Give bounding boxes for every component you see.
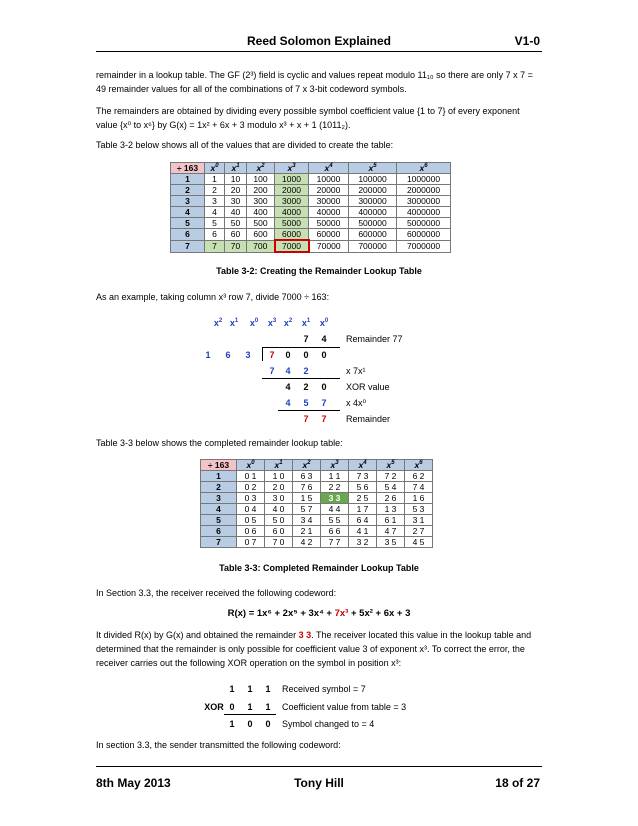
quotient-digit: 4 bbox=[321, 334, 327, 344]
product-digit: 7 bbox=[269, 366, 275, 376]
table-cell: 5000000 bbox=[397, 218, 451, 229]
row-header-cell: 7 bbox=[171, 240, 205, 252]
exponent-header-cell: $x^3$ bbox=[321, 460, 349, 471]
table-cell: 200 bbox=[247, 185, 275, 196]
table-cell: 5 4 bbox=[377, 482, 405, 493]
table-cell: 1000000 bbox=[397, 174, 451, 185]
row-header-cell: 3 bbox=[171, 196, 205, 207]
row-header-cell: 4 bbox=[171, 207, 205, 218]
table-cell: 300 bbox=[247, 196, 275, 207]
xor-operator: XOR bbox=[204, 702, 224, 712]
coefficient-label: Coefficient value from table = 3 bbox=[282, 702, 407, 712]
table-cell: 2 1 bbox=[293, 526, 321, 537]
dividend-digit: 0 bbox=[321, 350, 327, 360]
table-cell: 500 bbox=[247, 218, 275, 229]
xor-digit: 0 bbox=[321, 382, 327, 392]
table-cell: 20 bbox=[225, 185, 247, 196]
divisor-digit: 3 bbox=[245, 350, 251, 360]
codeword-error-term: 7x³ bbox=[334, 608, 349, 619]
table-cell: 7 2 bbox=[377, 471, 405, 482]
exponent-header-cell: $x^6$ bbox=[405, 460, 433, 471]
coefficient-bit: 1 bbox=[265, 702, 271, 712]
table-cell: 2000 bbox=[275, 185, 309, 196]
exponent-label: $x^2$ bbox=[213, 318, 223, 328]
dividend-digit: 0 bbox=[303, 350, 309, 360]
table-cell: 0 4 bbox=[237, 504, 265, 515]
table-row bbox=[201, 526, 433, 537]
table-row bbox=[171, 185, 451, 196]
exponent-header-cell: $x^1$ bbox=[265, 460, 293, 471]
table-cell: 4 5 bbox=[405, 537, 433, 548]
table-cell: 6 6 bbox=[321, 526, 349, 537]
table-cell: 6 1 bbox=[377, 515, 405, 526]
xor-digit: 4 bbox=[285, 382, 291, 392]
table-cell: 4 7 bbox=[377, 526, 405, 537]
divisor-digit: 1 bbox=[205, 350, 211, 360]
table-cell: 0 1 bbox=[237, 471, 265, 482]
exponent-header-cell: $x^4$ bbox=[349, 460, 377, 471]
table-cell: 3 bbox=[205, 196, 225, 207]
table-cell: 5 0 bbox=[265, 515, 293, 526]
table-cell: 100 bbox=[247, 174, 275, 185]
product-digit: 4 bbox=[285, 366, 291, 376]
result-bit: 0 bbox=[265, 719, 271, 729]
divisor-digit: 6 bbox=[225, 350, 231, 360]
codeword-tail: + 5x² + 6x + 3 bbox=[348, 608, 411, 619]
table-cell: 2 2 bbox=[321, 482, 349, 493]
remainder-digit: 7 bbox=[321, 414, 327, 424]
table-cell: 1 5 bbox=[293, 493, 321, 504]
paragraph-3: Table 3-2 below shows all of the values that are divided to create the table: bbox=[96, 140, 394, 150]
table-cell: 700 bbox=[247, 240, 275, 252]
exponent-header-cell: $x^1$ bbox=[225, 163, 247, 174]
table-cell: 70 bbox=[225, 240, 247, 252]
table-cell: 6 bbox=[205, 229, 225, 241]
division-rule bbox=[262, 347, 340, 348]
row-header-cell: 2 bbox=[171, 185, 205, 196]
table-cell: 2 6 bbox=[377, 493, 405, 504]
exponent-label: $x^0$ bbox=[249, 318, 259, 328]
table-cell: 0 3 bbox=[237, 493, 265, 504]
table-cell: 30 bbox=[225, 196, 247, 207]
table-row bbox=[171, 240, 451, 252]
divisor-header-cell: ÷ 163 bbox=[201, 460, 237, 471]
table-cell: 0 7 bbox=[237, 537, 265, 548]
division-rule bbox=[278, 410, 340, 411]
codeword-lead: R(x) = 1x⁶ + 2x⁵ + 3x⁴ + bbox=[227, 608, 335, 619]
step1-label: x 7x¹ bbox=[346, 366, 366, 376]
table-cell: 0 2 bbox=[237, 482, 265, 493]
table-cell: 10 bbox=[225, 174, 247, 185]
table-cell: 4000 bbox=[275, 207, 309, 218]
product-digit: 2 bbox=[303, 366, 309, 376]
exponent-label: $x^0$ bbox=[319, 318, 329, 328]
table-cell: 500000 bbox=[349, 218, 397, 229]
footer-date: 8th May 2013 bbox=[96, 776, 171, 790]
step2-label: XOR value bbox=[346, 382, 390, 392]
table-cell: 2 0 bbox=[265, 482, 293, 493]
paragraph-5: Table 3-3 below shows the completed remainder lookup table: bbox=[96, 438, 343, 448]
table-row bbox=[201, 504, 433, 515]
table-cell: 5 5 bbox=[321, 515, 349, 526]
exponent-header-cell: $x^2$ bbox=[247, 163, 275, 174]
xor-digit: 2 bbox=[303, 382, 309, 392]
table-row bbox=[201, 493, 433, 504]
paragraph-8: In section 3.3, the sender transmitted the following codeword: bbox=[96, 740, 341, 750]
table-row bbox=[201, 515, 433, 526]
row-header-cell: 2 bbox=[201, 482, 237, 493]
remainder-label: Remainder bbox=[346, 414, 391, 424]
table-cell: 20000 bbox=[309, 185, 349, 196]
product-digit: 4 bbox=[285, 398, 291, 408]
table-cell: 6 0 bbox=[265, 526, 293, 537]
table-cell: 2 7 bbox=[405, 526, 433, 537]
table-row bbox=[171, 218, 451, 229]
table-cell: 6 4 bbox=[349, 515, 377, 526]
table-3-2-caption: Table 3-2: Creating the Remainder Lookup Table bbox=[216, 266, 422, 276]
page-footer bbox=[96, 766, 542, 796]
result-label: Symbol changed to = 4 bbox=[282, 719, 375, 729]
row-header-cell: 5 bbox=[201, 515, 237, 526]
exponent-label: $x^2$ bbox=[283, 318, 293, 328]
table-cell: 7 6 bbox=[293, 482, 321, 493]
table-cell: 0 5 bbox=[237, 515, 265, 526]
row-header-cell: 3 bbox=[201, 493, 237, 504]
table-cell: 2 5 bbox=[349, 493, 377, 504]
division-rule bbox=[262, 378, 340, 379]
exponent-header-cell: $x^4$ bbox=[309, 163, 349, 174]
table-cell: 7 7 bbox=[321, 537, 349, 548]
table-cell: 50 bbox=[225, 218, 247, 229]
exponent-label: $x^1$ bbox=[301, 318, 311, 328]
table-cell: 5 bbox=[205, 218, 225, 229]
table-cell: 4 4 bbox=[321, 504, 349, 515]
table-cell: 3000000 bbox=[397, 196, 451, 207]
table-cell: 3 5 bbox=[377, 537, 405, 548]
result-bit: 0 bbox=[247, 719, 253, 729]
table-cell: 600 bbox=[247, 229, 275, 241]
table-row bbox=[201, 471, 433, 482]
row-header-cell: 1 bbox=[201, 471, 237, 482]
table-cell: 1 6 bbox=[405, 493, 433, 504]
table-cell: 10000 bbox=[309, 174, 349, 185]
table-row bbox=[171, 174, 451, 185]
received-bit: 1 bbox=[229, 684, 235, 694]
table-cell: 1 3 bbox=[377, 504, 405, 515]
product-digit: 5 bbox=[303, 398, 309, 408]
table-cell: 1 1 bbox=[321, 471, 349, 482]
exponent-header-cell: $x^2$ bbox=[293, 460, 321, 471]
table-cell: 7 0 bbox=[265, 537, 293, 548]
received-bit: 1 bbox=[265, 684, 271, 694]
table-cell: 5 3 bbox=[405, 504, 433, 515]
exponent-label: $x^3$ bbox=[267, 318, 277, 328]
table-cell: 7 bbox=[205, 240, 225, 252]
exponent-header-cell: $x^0$ bbox=[205, 163, 225, 174]
table-cell: 6 2 bbox=[405, 471, 433, 482]
division-bracket bbox=[262, 347, 263, 361]
remainder-digit: 7 bbox=[303, 414, 309, 424]
paragraph-4: As an example, taking column x³ row 7, divide 7000 ÷ 163: bbox=[96, 292, 330, 302]
paragraph-2: The remainders are obtained by dividing every possible symbol coefficient value {1 to 7} of every exponent value {x⁰ to x⁶} by G(x) = 1x² + 6x + 3 modulo x³ + x + 1 (1011₂). bbox=[96, 106, 520, 130]
table-cell: 600000 bbox=[349, 229, 397, 241]
table-cell: 700000 bbox=[349, 240, 397, 252]
paragraph-7-a: It divided R(x) by G(x) and obtained the remainder bbox=[96, 630, 299, 640]
table-cell: 3000 bbox=[275, 196, 309, 207]
table-cell: 5 7 bbox=[293, 504, 321, 515]
quotient-label: Remainder 77 bbox=[346, 334, 403, 344]
table-cell: 4 2 bbox=[293, 537, 321, 548]
row-header-cell: 5 bbox=[171, 218, 205, 229]
coefficient-bit: 1 bbox=[247, 702, 253, 712]
values-table bbox=[170, 162, 451, 253]
table-row bbox=[171, 207, 451, 218]
remainder-value: 3 3 bbox=[298, 630, 312, 640]
table-row bbox=[171, 229, 451, 241]
table-cell: 1 bbox=[205, 174, 225, 185]
table-cell: 7000000 bbox=[397, 240, 451, 252]
table-cell: 7 4 bbox=[405, 482, 433, 493]
table-cell: 40000 bbox=[309, 207, 349, 218]
table-cell: 60 bbox=[225, 229, 247, 241]
table-cell: 70000 bbox=[309, 240, 349, 252]
divisor-header-cell: ÷ 163 bbox=[171, 163, 205, 174]
paragraph-7-c: . The receiver located this value in the lookup table and determined that the remainder is only possible for coefficient value 3 of exponent x³. To correct the error, the receiver carries out the following XOR operation on the symbol in position x³: bbox=[96, 630, 532, 668]
table-cell: 3 0 bbox=[265, 493, 293, 504]
table-cell: 5000 bbox=[275, 218, 309, 229]
document-title: Reed Solomon Explained bbox=[246, 34, 392, 48]
table-cell: 100000 bbox=[349, 174, 397, 185]
row-header-cell: 4 bbox=[201, 504, 237, 515]
table-cell: 4000000 bbox=[397, 207, 451, 218]
table-cell: 300000 bbox=[349, 196, 397, 207]
result-bit: 1 bbox=[229, 719, 235, 729]
exponent-header-cell: $x^0$ bbox=[237, 460, 265, 471]
received-bit: 1 bbox=[247, 684, 253, 694]
dividend-digit: 7 bbox=[269, 350, 275, 360]
table-cell: 4 1 bbox=[349, 526, 377, 537]
exponent-header-cell: $x^5$ bbox=[349, 163, 397, 174]
table-cell: 50000 bbox=[309, 218, 349, 229]
table-cell: 400 bbox=[247, 207, 275, 218]
table-cell: 4 0 bbox=[265, 504, 293, 515]
table-cell: 1000 bbox=[275, 174, 309, 185]
exponent-label: $x^1$ bbox=[229, 318, 239, 328]
table-cell: 3 1 bbox=[405, 515, 433, 526]
page-header bbox=[96, 32, 542, 52]
product-digit: 7 bbox=[321, 398, 327, 408]
table-cell: 40 bbox=[225, 207, 247, 218]
table-cell: 200000 bbox=[349, 185, 397, 196]
table-cell: 60000 bbox=[309, 229, 349, 241]
received-symbol-label: Received symbol = 7 bbox=[282, 684, 366, 694]
paragraph-6: In Section 3.3, the receiver received the following codeword: bbox=[96, 588, 337, 598]
table-3-3-caption: Table 3-3: Completed Remainder Lookup Table bbox=[219, 563, 419, 573]
exponent-header-cell: $x^6$ bbox=[397, 163, 451, 174]
coefficient-bit: 0 bbox=[229, 702, 235, 712]
table-row bbox=[201, 482, 433, 493]
table-cell: 7 3 bbox=[349, 471, 377, 482]
row-header-cell: 6 bbox=[171, 229, 205, 241]
table-cell: 400000 bbox=[349, 207, 397, 218]
step3-label: x 4x⁰ bbox=[346, 398, 367, 408]
received-codeword bbox=[96, 607, 542, 621]
paragraph-1: remainder in a lookup table. The GF (2³) field is cyclic and values repeat modulo 11₁₀ so there are only 7 x 7 = 49 remainder values for all of the combinations of 7 x 3-bit codeword symbols. bbox=[96, 70, 533, 94]
table-cell: 0 6 bbox=[237, 526, 265, 537]
row-header-cell: 6 bbox=[201, 526, 237, 537]
footer-page-number: 18 of 27 bbox=[495, 776, 540, 790]
table-cell: 2000000 bbox=[397, 185, 451, 196]
table-cell: 2 bbox=[205, 185, 225, 196]
quotient-digit: 7 bbox=[303, 334, 309, 344]
table-cell: 3 2 bbox=[349, 537, 377, 548]
table-cell: 3 3 bbox=[321, 493, 349, 504]
table-cell: 6000 bbox=[275, 229, 309, 241]
table-row bbox=[201, 537, 433, 548]
exponent-header-cell: $x^5$ bbox=[377, 460, 405, 471]
table-cell: 7000 bbox=[275, 240, 309, 252]
paragraph-7 bbox=[96, 628, 542, 670]
table-cell: 4 bbox=[205, 207, 225, 218]
table-row bbox=[171, 196, 451, 207]
table-cell: 6000000 bbox=[397, 229, 451, 241]
table-cell: 5 6 bbox=[349, 482, 377, 493]
row-header-cell: 1 bbox=[171, 174, 205, 185]
xor-rule bbox=[224, 714, 276, 715]
dividend-digit: 0 bbox=[285, 350, 291, 360]
remainder-lookup-table bbox=[200, 459, 433, 548]
row-header-cell: 7 bbox=[201, 537, 237, 548]
footer-author: Tony Hill bbox=[294, 776, 344, 790]
table-cell: 1 7 bbox=[349, 504, 377, 515]
exponent-header-cell: $x^3$ bbox=[275, 163, 309, 174]
document-version: V1-0 bbox=[514, 34, 540, 48]
table-cell: 6 3 bbox=[293, 471, 321, 482]
table-cell: 1 0 bbox=[265, 471, 293, 482]
table-cell: 30000 bbox=[309, 196, 349, 207]
table-cell: 3 4 bbox=[293, 515, 321, 526]
